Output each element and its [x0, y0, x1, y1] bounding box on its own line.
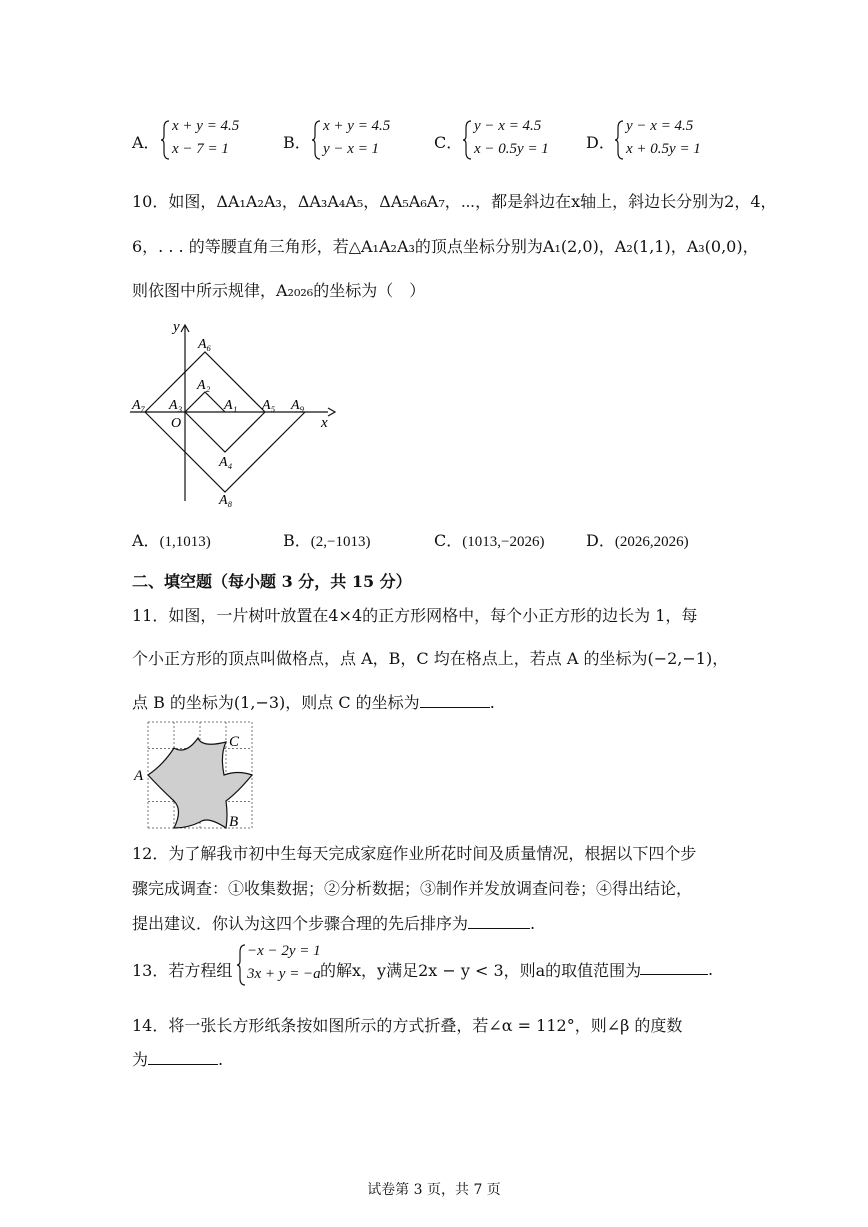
label-a1: A₁ [224, 398, 238, 413]
q10-option-label: A． [132, 531, 160, 550]
q11-line-3 [132, 690, 495, 713]
section-title: 二、填空题（每小题 3 分，共 15 分） [132, 572, 412, 591]
brace-icon [236, 944, 246, 986]
q14-line-2-end: . [218, 1050, 224, 1069]
q9-option-label: C． [434, 133, 463, 152]
q9-option-eq1: x + y = 4.5 [172, 118, 240, 134]
q10-option-label: C． [434, 531, 463, 550]
q10-option-a [132, 528, 211, 551]
q14-line-2-text: 为 [132, 1050, 149, 1069]
label-a2: A₂ [197, 378, 211, 393]
q10-option-value: (2026,2026) [614, 534, 689, 550]
q11-line-3-end: . [489, 693, 495, 712]
brace-icon [160, 120, 170, 160]
q13-eq2: 3x + y = −a [247, 966, 321, 982]
answer-blank[interactable] [420, 691, 490, 708]
q13-blank-wrap [640, 958, 713, 979]
q10-line-3: 则依图中所示规律，A₂₀₂₆的坐标为（ ） [132, 281, 426, 300]
label-b: B [229, 814, 239, 830]
q10-option-value: (1013,−2026) [462, 534, 545, 550]
q12-line-3-end: . [530, 914, 536, 933]
brace-icon [614, 120, 624, 160]
label-a3: A₃ [169, 398, 183, 413]
q10-line-1: 10．如图，ΔA₁A₂A₃，ΔA₃A₄A₅，ΔA₅A₆A₇，⋯，都是斜边在x轴上，斜边长分别为2，4， [132, 192, 777, 211]
label-a6: A₆ [198, 337, 212, 352]
q9-option-label: B． [283, 133, 311, 152]
q10-option-d [586, 528, 689, 551]
q12-line-1: 12．为了解我市初中生每天完成家庭作业所花时间及质量情况，根据以下四个步 [132, 844, 697, 863]
q9-option-c [434, 118, 584, 162]
q9-option-eq2: x + 0.5y = 1 [626, 141, 701, 157]
label-a: A [134, 768, 144, 784]
q10-option-value: (1,1013) [159, 534, 211, 550]
label-a5: A₅ [262, 398, 276, 413]
q13-line [132, 942, 852, 988]
q14-line-1: 14．将一张长方形纸条按如图所示的方式折叠，若∠α = 112°，则∠β 的度数 [132, 1016, 683, 1035]
q11-figure [128, 720, 258, 832]
q9-option-eq2: x − 0.5y = 1 [474, 141, 549, 157]
q11-line-1: 11．如图，一片树叶放置在4×4的正方形网格中，每个小正方形的边长为 1，每 [132, 606, 698, 625]
q9-option-d [586, 118, 736, 162]
label-a4: A₄ [219, 455, 233, 470]
page-footer: 试卷第 3 页，共 7 页 [367, 1182, 501, 1198]
q12-line-3-text: 提出建议．你认为这四个步骤合理的先后排序为 [132, 914, 469, 933]
q9-option-eq1: y − x = 4.5 [474, 118, 542, 134]
triangle-a1a2a3 [185, 392, 225, 412]
q10-option-label: D． [586, 531, 615, 550]
q10-option-c [434, 528, 544, 551]
q10-line-2: 6，. . . 的等腰直角三角形，若△A₁A₂A₃的顶点坐标分别为A₁(2,0)，A₂(1,1)，A₃(0,0)， [132, 237, 759, 256]
label-a9: A₉ [291, 398, 305, 413]
q13-eq1: −x − 2y = 1 [247, 943, 321, 959]
q13-end: . [708, 960, 714, 979]
origin-label: O [171, 416, 182, 431]
q10-option-b [283, 528, 370, 551]
label-a7: A₇ [132, 398, 146, 413]
x-axis-arrow-icon [328, 408, 335, 416]
q10-option-value: (2,−1013) [310, 534, 371, 550]
q9-option-b [283, 118, 433, 162]
q10-option-label: B． [283, 531, 311, 550]
q9-option-label: D． [586, 133, 615, 152]
q13-middle: 的解x，y满足2x − y < 3，则a的取值范围为 [320, 961, 642, 980]
triangle-a3a4a5 [185, 412, 265, 452]
q9-option-eq1: x + y = 4.5 [323, 118, 391, 134]
q14-line-2 [132, 1047, 223, 1070]
q9-option-eq1: y − x = 4.5 [626, 118, 694, 134]
brace-icon [462, 120, 472, 160]
label-c: C [229, 734, 240, 750]
answer-blank[interactable] [148, 1048, 218, 1065]
brace-icon [311, 120, 321, 160]
q11-line-3-text: 点 B 的坐标为(1,−3)，则点 C 的坐标为 [132, 693, 420, 712]
y-axis-label: y [173, 319, 180, 335]
q9-option-a [132, 118, 282, 162]
q12-line-3 [132, 911, 535, 934]
label-a8: A₈ [219, 493, 233, 508]
answer-blank[interactable] [468, 912, 530, 929]
q11-line-2: 个小正方形的顶点叫做格点，点 A，B，C 均在格点上，若点 A 的坐标为(−2,−1)， [132, 649, 729, 668]
q10-figure [125, 315, 340, 510]
q12-line-2: 骤完成调查：①收集数据；②分析数据；③制作并发放调查问卷；④得出结论， [132, 879, 693, 898]
answer-blank[interactable] [640, 958, 708, 975]
q9-option-eq2: y − x = 1 [323, 141, 380, 157]
x-axis-label: x [321, 415, 328, 431]
q9-option-label: A． [132, 133, 160, 152]
q9-option-eq2: x − 7 = 1 [172, 141, 229, 157]
q13-prefix: 13．若方程组 [132, 961, 233, 980]
